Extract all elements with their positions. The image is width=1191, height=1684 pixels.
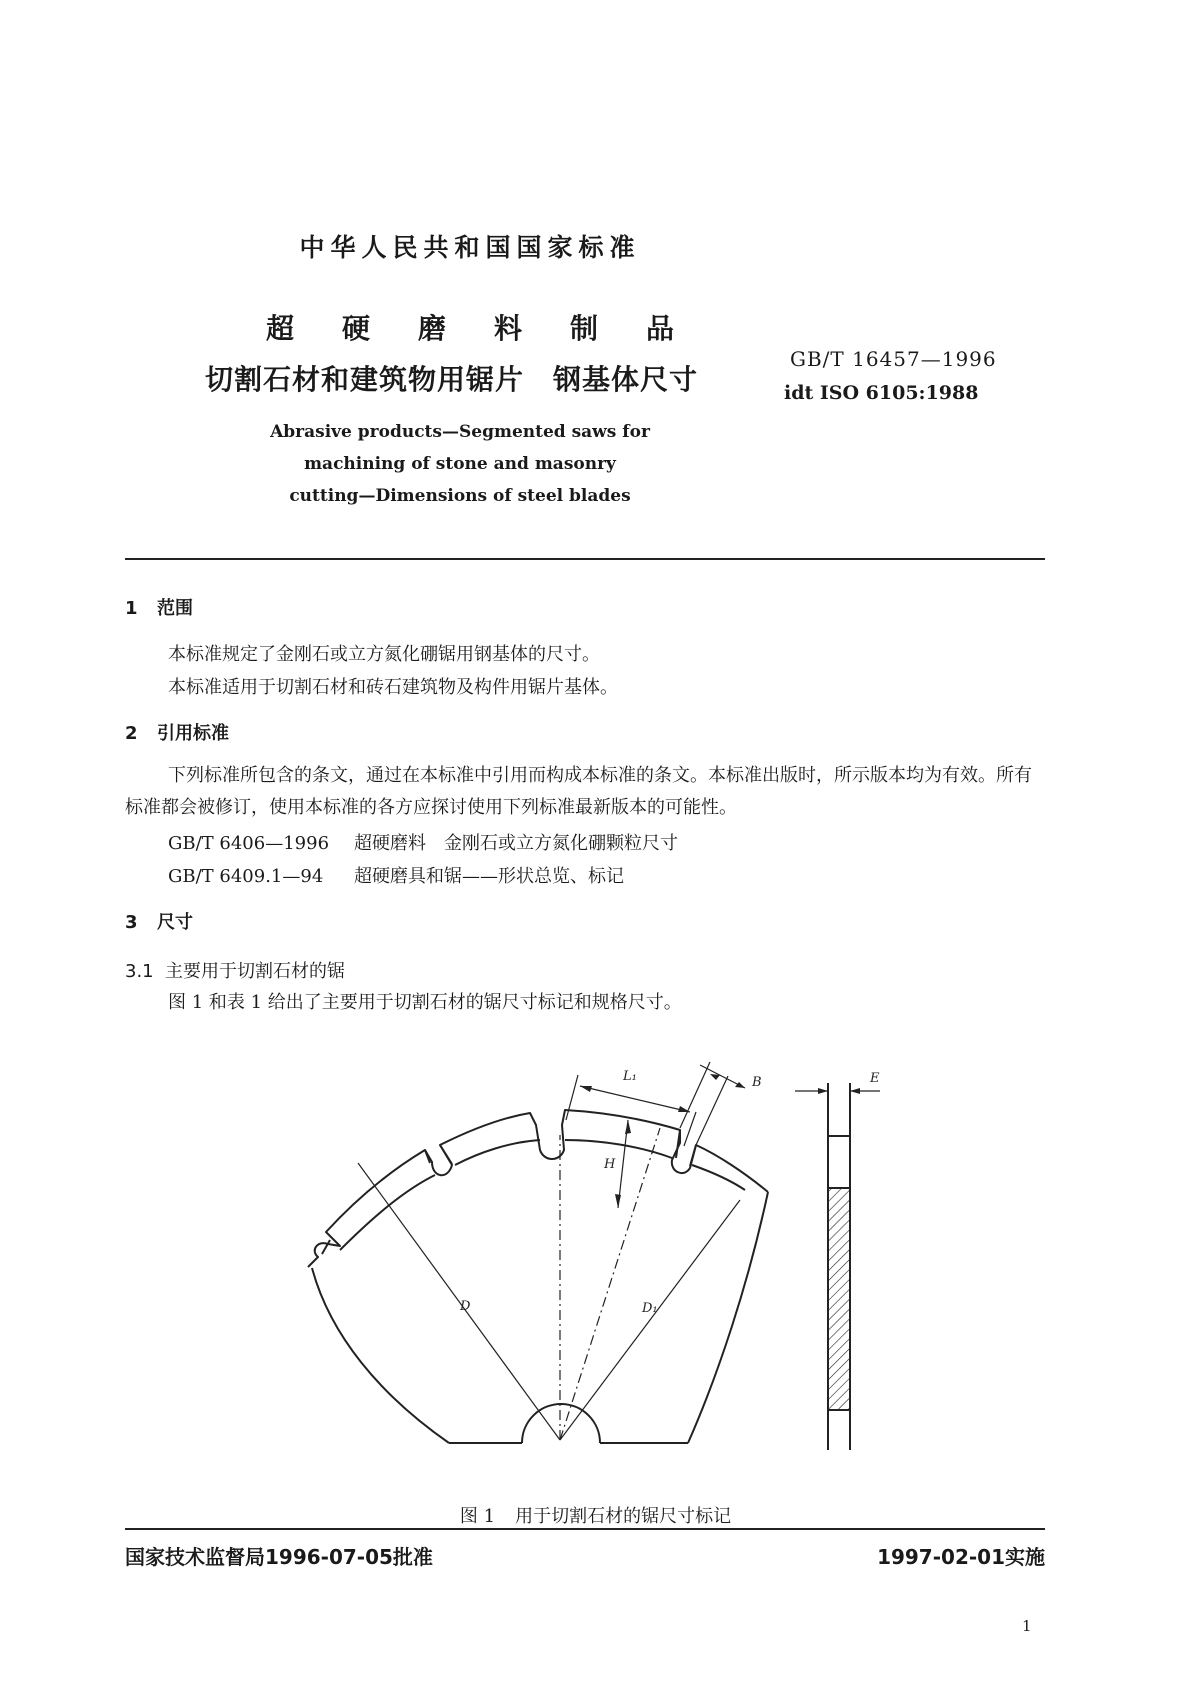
side-section-view [828,1083,850,1450]
english-title-line: Abrasive products—Segmented saws for [270,422,650,442]
reference-title: 超硬磨料 金刚石或立方氮化硼颗粒尺寸 [354,833,678,854]
label-H: H [604,1157,616,1172]
english-title-line: cutting—Dimensions of steel blades [289,486,631,506]
section-number: 3 [125,912,138,933]
label-L1: L₁ [623,1069,637,1084]
dimension-line-L1 [580,1086,690,1112]
national-standard-title: 中华人民共和国国家标准 [299,233,641,262]
paragraph: 图 1 和表 1 给出了主要用于切割石材的锯尺寸标记和规格尺寸。 [168,992,682,1013]
paragraph: 下列标准所包含的条文，通过在本标准中引用而构成本标准的条文。本标准出版时，所示版本均为有效。所有标准都会被修订，使用本标准的各方应探讨使用下列标准最新版本的可能性。 [125,765,1032,818]
document-title-line-2: 切割石材和建筑物用锯片 钢基体尺寸 [205,363,699,396]
paragraph: 本标准适用于切割石材和砖石建筑物及构件用锯片基体。 [168,677,618,698]
reference-title: 超硬磨具和锯——形状总览、标记 [354,866,624,887]
section-number: 2 [125,723,138,744]
center-line-2 [560,1128,660,1440]
blade-side-left [312,1268,449,1443]
dimension-line-D [358,1163,560,1440]
iso-equivalence: idt ISO 6105:1988 [784,382,979,404]
reference-code: GB/T 6409.1—94 [168,866,324,887]
section-title: 主要用于切割石材的锯 [165,961,345,982]
label-D: D [460,1299,471,1314]
figure-caption [0,1502,1191,1528]
extension-line [566,1075,578,1120]
extension-line [680,1062,710,1128]
figure-number: 图 1 [459,1506,496,1527]
title-char: 硬 [341,312,370,345]
segment-inner-line [340,1140,745,1250]
label-B: B [752,1075,762,1090]
extension-line [684,1112,696,1146]
figure-caption-text: 用于切割石材的锯尺寸标记 [515,1506,732,1527]
title-char: 制 [570,312,599,345]
footer-divider [125,1528,1045,1530]
page-number: 1 [1022,1617,1032,1635]
title-char: 磨 [417,312,446,345]
section-number: 1 [125,598,138,619]
paragraph: 本标准规定了金刚石或立方氮化硼锯用钢基体的尺寸。 [168,644,600,665]
label-E: E [870,1071,880,1086]
english-title-line: machining of stone and masonry [304,454,616,474]
section-title: 范围 [157,598,193,619]
blade-side-right [688,1192,768,1443]
title-char: 品 [646,312,675,345]
label-D1: D₁ [642,1301,658,1316]
extension-line [696,1076,728,1145]
dimension-line-D1 [560,1200,740,1440]
section-title: 尺寸 [157,912,193,933]
title-char: 超 [265,312,294,345]
section-title: 引用标准 [157,723,229,744]
approval-date: 国家技术监督局1996-07-05批准 [125,1545,433,1569]
section-number: 3.1 [125,961,154,982]
reference-code: GB/T 6406—1996 [168,833,330,854]
implementation-date: 1997-02-01实施 [877,1545,1045,1569]
title-char: 料 [494,312,523,345]
standard-code: GB/T 16457—1996 [790,347,997,371]
